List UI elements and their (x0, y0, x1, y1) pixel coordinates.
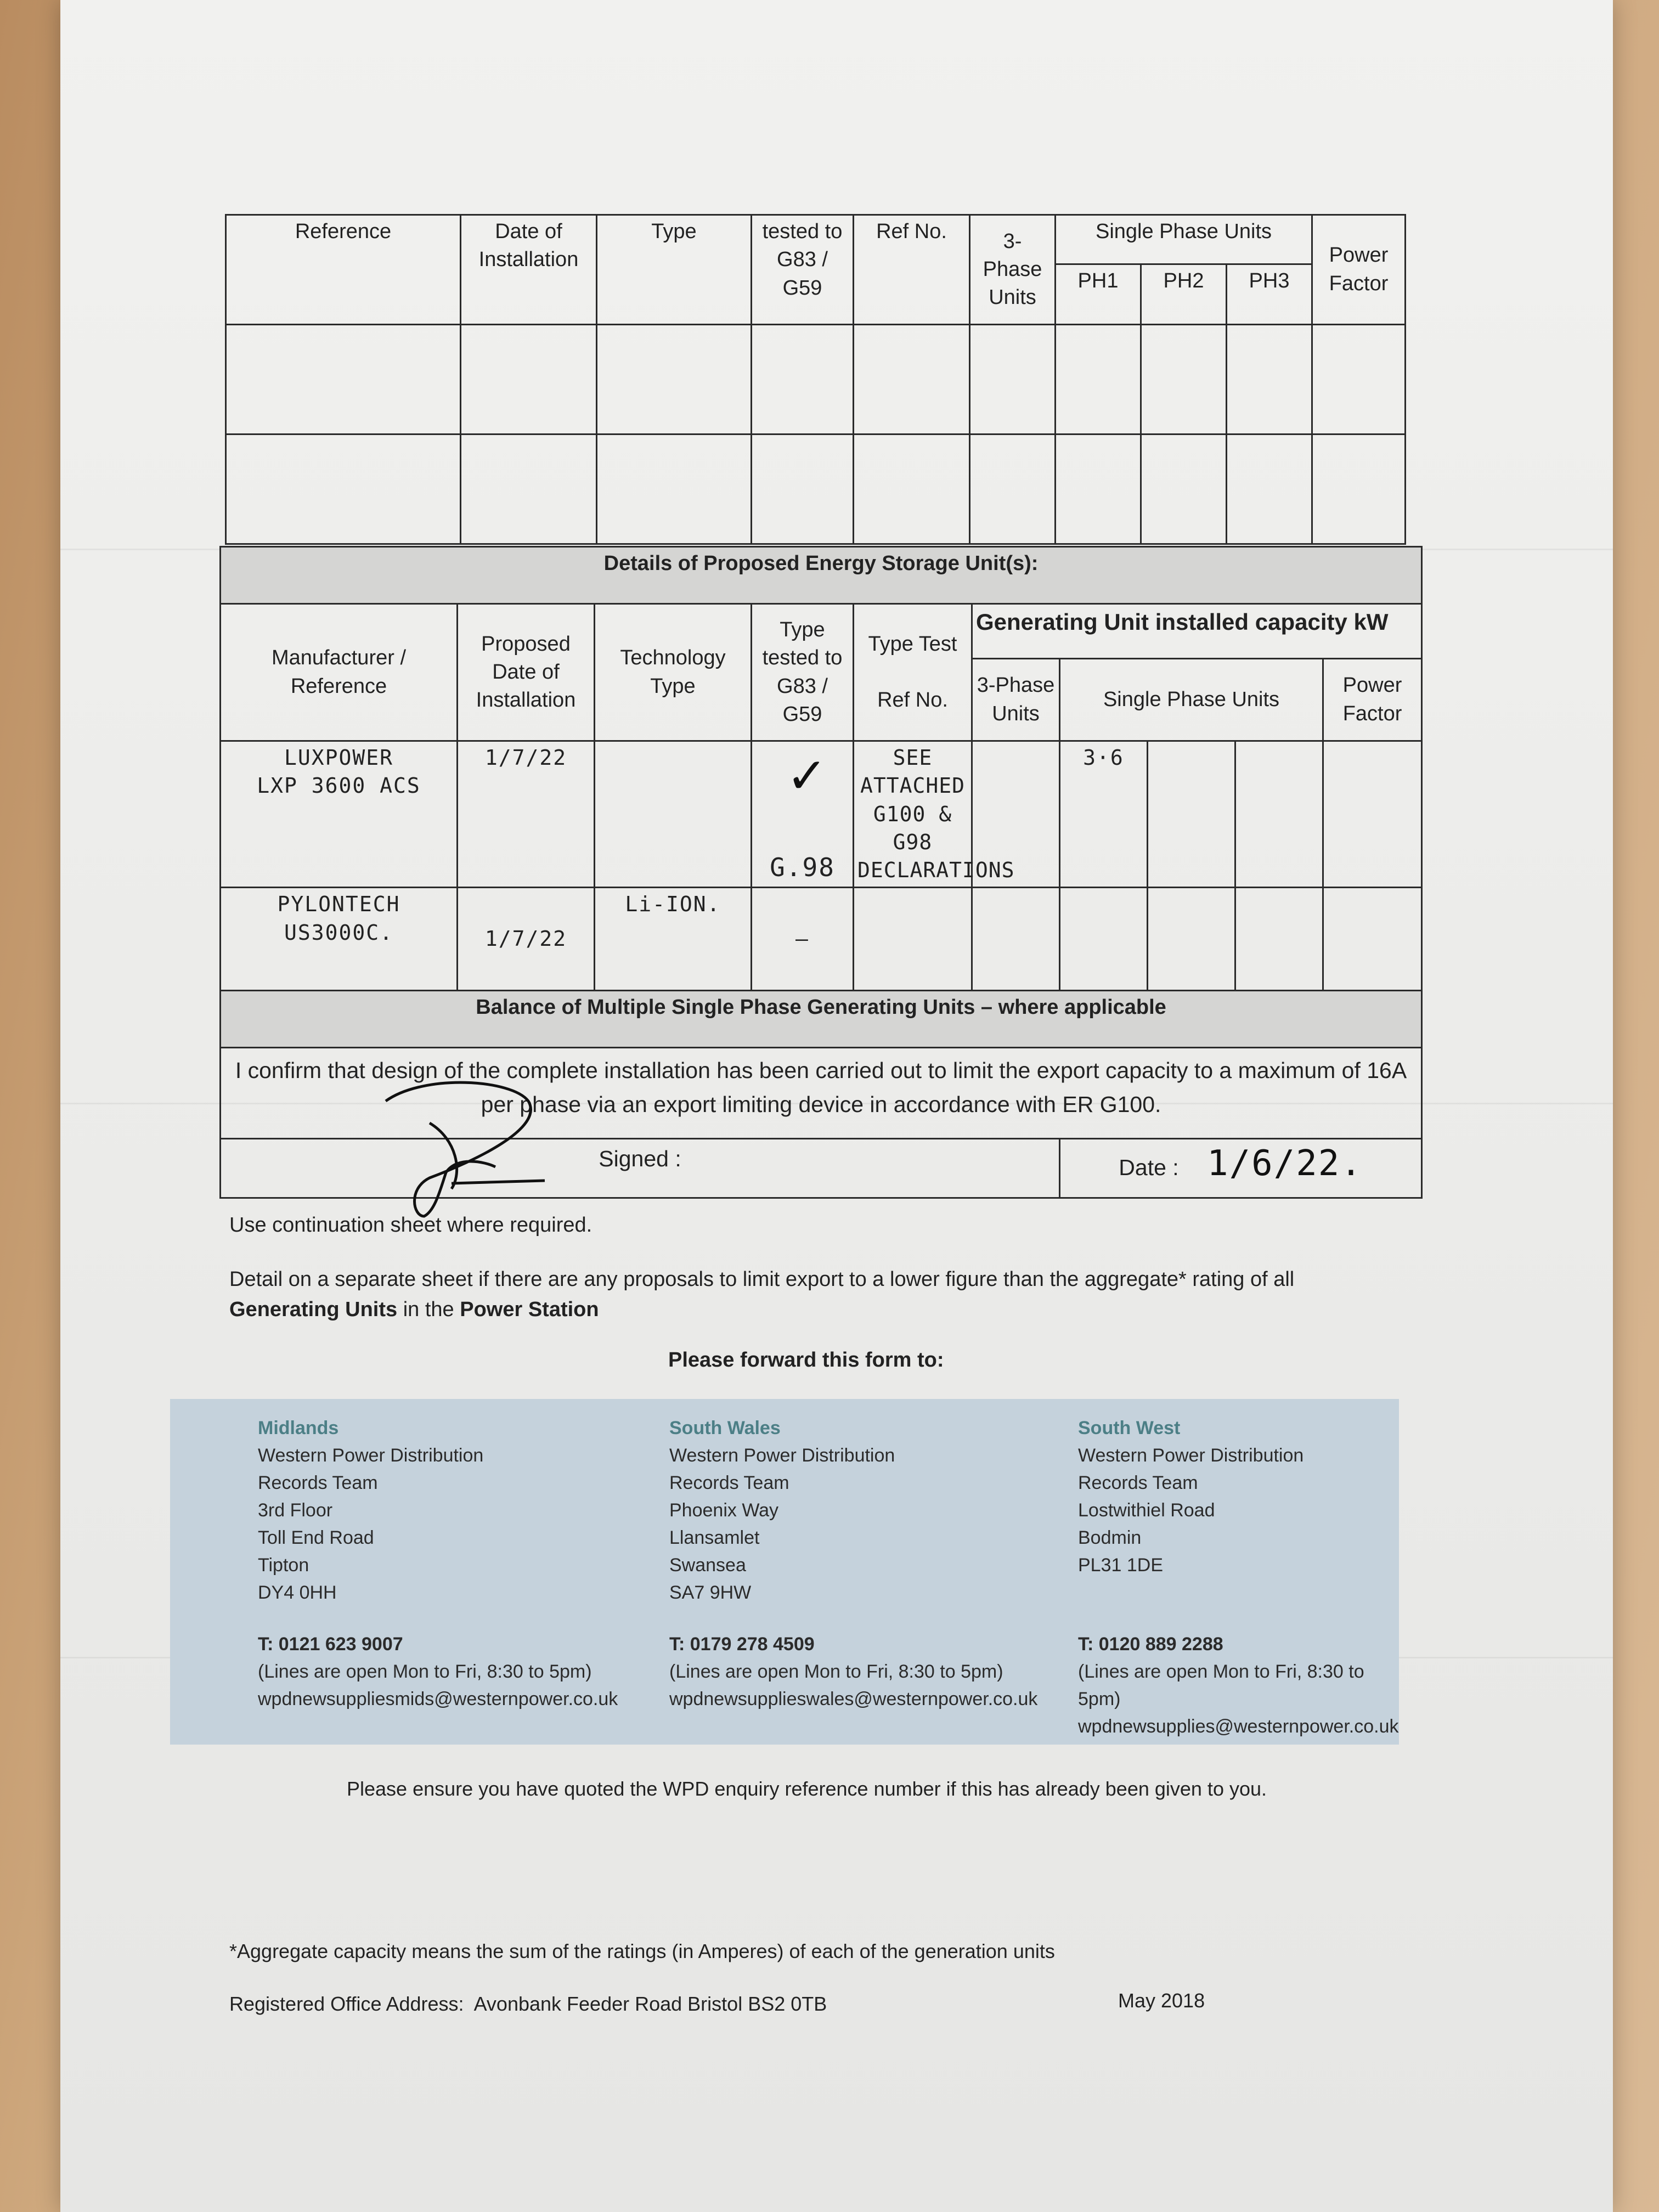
phone-number: T: 0179 278 4509 (669, 1634, 815, 1655)
date-value: 1/6/22. (1207, 1143, 1363, 1184)
address-line: PL31 1DE (1078, 1555, 1163, 1576)
table-row (226, 325, 1406, 435)
aggregate-note: *Aggregate capacity means the sum of the ratings (in Amperes) of each of the generation units (229, 1940, 1055, 1962)
address-line: Swansea (669, 1555, 746, 1576)
confirm-statement: I confirm that design of the complete installation has been carried out to limit the export capacity to a maximum of 16A per phase via an export limiting device in accordance with ER G100. (221, 1048, 1422, 1139)
detail-note (229, 1265, 1409, 1325)
detail-note-bold: Generating Units (229, 1298, 398, 1321)
signature-image (347, 1079, 578, 1222)
address-south-west (1078, 1414, 1399, 1740)
row2-technology: Li-ION. (595, 888, 752, 991)
date-label: Date : (1119, 1155, 1179, 1181)
signed-label: Signed : (599, 1146, 681, 1172)
address-line: Toll End Road (258, 1527, 374, 1548)
address-south-wales (669, 1414, 1037, 1713)
row1-ref: SEE ATTACHED G100 & G98 DECLARATIONS (854, 741, 972, 888)
header-technology: Technology Type (595, 604, 752, 741)
header-type-test-ref: Type Test Ref No. (854, 604, 972, 741)
col-ph3: PH3 (1227, 264, 1312, 325)
table-row (226, 435, 1406, 544)
header-power-factor: Power Factor (1323, 659, 1422, 741)
table-row (221, 888, 1422, 991)
storage-units-table (219, 546, 1423, 1199)
row2-type-tested: — (752, 888, 854, 991)
detail-note-bold: Power Station (460, 1298, 599, 1321)
address-line (1078, 1579, 1399, 1606)
col-single-phase: Single Phase Units (1056, 215, 1312, 264)
phone-number: T: 0120 889 2288 (1078, 1634, 1223, 1655)
opening-hours: (Lines are open Mon to Fri, 8:30 to 5pm) (258, 1661, 592, 1682)
header-proposed-date: Proposed Date of Installation (458, 604, 595, 741)
region-name: South Wales (669, 1418, 781, 1438)
region-name: South West (1078, 1418, 1181, 1438)
col-three-phase: 3-Phase Units (970, 215, 1056, 325)
row1-manufacturer: LUXPOWER LXP 3600 ACS (221, 741, 458, 888)
opening-hours: (Lines are open Mon to Fri, 8:30 to 5pm) (1078, 1661, 1364, 1709)
header-single-phase: Single Phase Units (1060, 659, 1323, 741)
address-line: Phoenix Way (669, 1500, 779, 1521)
header-manufacturer: Manufacturer / Reference (221, 604, 458, 741)
address-line: Western Power Distribution (669, 1445, 895, 1466)
row2-date: 1/7/22 (458, 888, 595, 991)
date-field (1060, 1139, 1422, 1198)
continuation-note: Use continuation sheet where required. (229, 1214, 592, 1237)
signed-field (221, 1139, 1060, 1198)
table-row (221, 741, 1422, 888)
registered-office: Registered Office Address: Avonbank Feeder Road Bristol BS2 0TB (229, 1993, 827, 2015)
tick-mark: ✓ (786, 747, 829, 805)
col-reference: Reference (226, 215, 461, 325)
email-address: wpdnewsupplies@westernpower.co.uk (1078, 1716, 1399, 1737)
detail-note-mid: in the (397, 1298, 460, 1321)
col-tested-to: tested to G83 / G59 (752, 215, 854, 325)
email-address: wpdnewsuppliesmids@westernpower.co.uk (258, 1689, 618, 1709)
address-line: Western Power Distribution (1078, 1445, 1304, 1466)
address-line: Records Team (669, 1472, 789, 1493)
address-line: Records Team (1078, 1472, 1198, 1493)
version-date: May 2018 (1118, 1989, 1205, 2012)
col-date-installation: Date of Installation (461, 215, 597, 325)
header-type-tested: Type tested to G83 / G59 (752, 604, 854, 741)
address-line: 3rd Floor (258, 1500, 333, 1521)
balance-section-title: Balance of Multiple Single Phase Generating Units – where applicable (221, 991, 1422, 1048)
row1-technology (595, 741, 752, 888)
address-line: Bodmin (1078, 1527, 1142, 1548)
row1-type-tested (752, 741, 854, 888)
detail-note-text: Detail on a separate sheet if there are any proposals to limit export to a lower figure than the aggregate* rating of all (229, 1268, 1295, 1291)
row1-date: 1/7/22 (458, 741, 595, 888)
region-name: Midlands (258, 1418, 339, 1438)
address-box (170, 1399, 1399, 1745)
phone-number: T: 0121 623 9007 (258, 1634, 403, 1655)
col-type: Type (597, 215, 752, 325)
address-line: Western Power Distribution (258, 1445, 484, 1466)
address-line: SA7 9HW (669, 1582, 752, 1603)
email-address: wpdnewsupplieswales@westernpower.co.uk (669, 1689, 1038, 1709)
address-line: Records Team (258, 1472, 378, 1493)
col-ph1: PH1 (1056, 264, 1141, 325)
storage-section-title: Details of Proposed Energy Storage Unit(s): (221, 547, 1422, 604)
col-ph2: PH2 (1141, 264, 1227, 325)
address-line: Tipton (258, 1555, 309, 1576)
address-midlands (258, 1414, 618, 1713)
opening-hours: (Lines are open Mon to Fri, 8:30 to 5pm) (669, 1661, 1003, 1682)
header-installed-capacity: Generating Unit installed capacity kW (972, 604, 1422, 659)
enquiry-note: Please ensure you have quoted the WPD enquiry reference number if this has already been given to you. (347, 1778, 1267, 1800)
existing-units-table (225, 214, 1406, 545)
address-line: Lostwithiel Road (1078, 1500, 1215, 1521)
row1-single-phase: 3·6 (1060, 741, 1148, 888)
address-line: DY4 0HH (258, 1582, 337, 1603)
col-power-factor: Power Factor (1312, 215, 1406, 325)
address-line: Llansamlet (669, 1527, 760, 1548)
header-three-phase: 3-Phase Units (972, 659, 1060, 741)
row2-manufacturer: PYLONTECH US3000C. (221, 888, 458, 991)
forward-heading: Please forward this form to: (668, 1348, 944, 1372)
col-ref-no: Ref No. (854, 215, 970, 325)
row1-type-tested-standard: G.98 (770, 853, 835, 883)
